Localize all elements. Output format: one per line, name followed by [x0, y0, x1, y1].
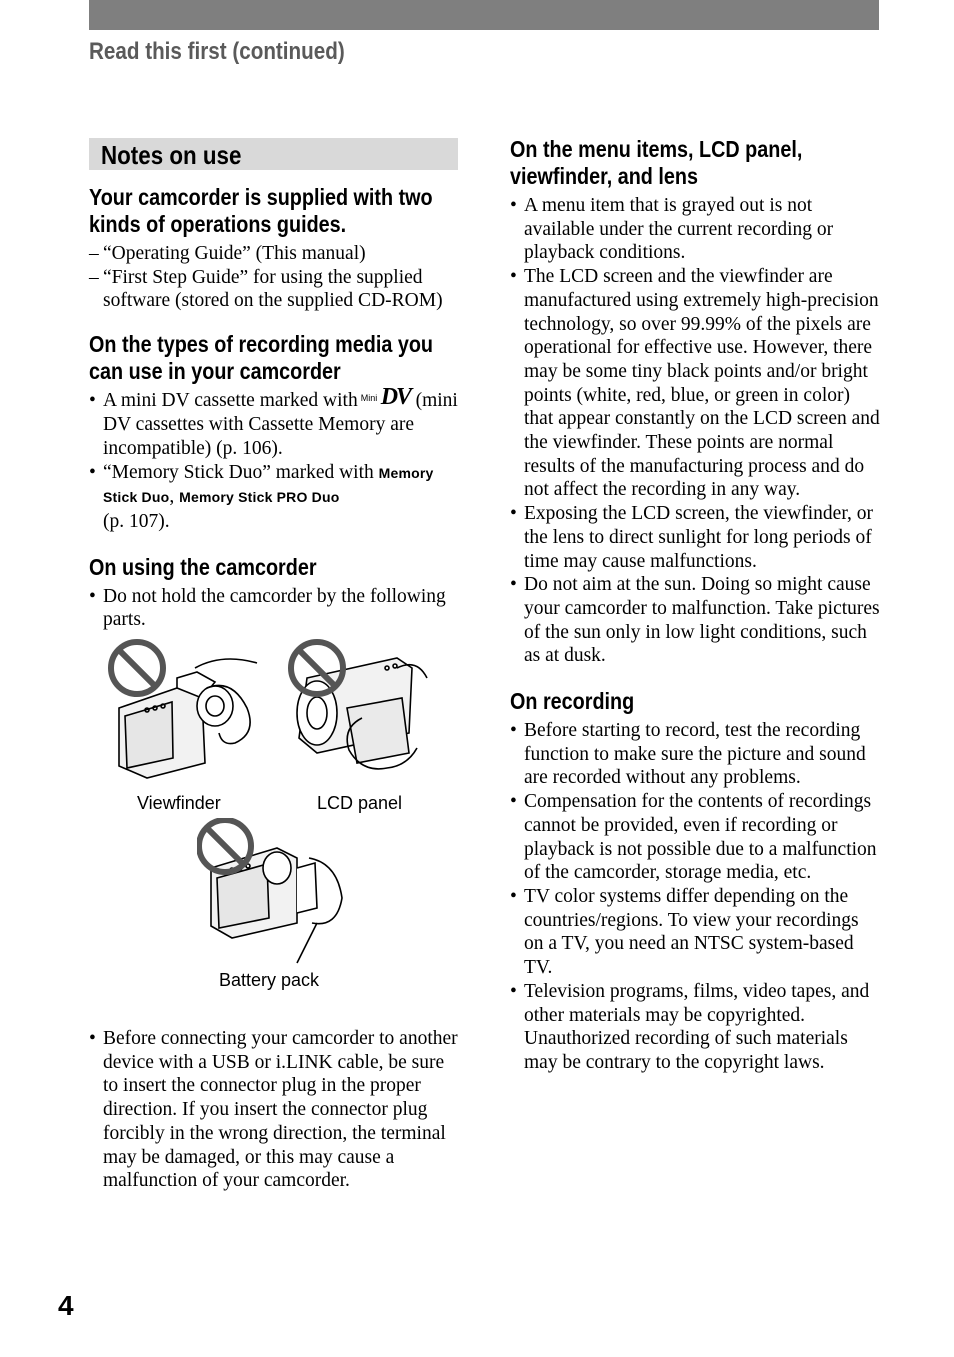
menu-lcd-list — [510, 194, 880, 668]
list-item: • Before connecting your camcorder to another device with a USB or i.LINK cable, be sure to insert the connector plug in the proper direction. If you insert the connector plug forcibly in the wrong direction, the terminal may be damaged, or this may cause a malfunction of your camcorder. — [89, 1028, 458, 1192]
memory-stick-pro-duo-logo: Memory Stick PRO Duo — [179, 489, 340, 506]
list-item: – “First Step Guide” for using the supplied software (stored on the supplied CD-ROM) — [89, 266, 443, 312]
heading-operation-guides: Your camcorder is supplied with two kinds of operations guides. — [89, 184, 433, 237]
battery-pack-grip-illustration — [197, 818, 357, 968]
list-item: • “Memory Stick Duo” marked with Memory Stick Duo, Memory Stick PRO Duo (p. 107). — [89, 461, 434, 532]
running-head: Read this first (continued) — [89, 38, 345, 65]
heading-using-camcorder: On using the camcorder — [89, 553, 317, 580]
viewfinder-grip-illustration — [107, 638, 267, 788]
lcd-panel-grip-illustration — [287, 638, 447, 788]
right-column — [510, 136, 880, 1075]
heading-recording-media: On the types of recording media you can use in your camcorder — [89, 331, 434, 385]
list-item: • Television programs, films, video tapes, and other materials may be copyrighted. Unauthorized recording of such materials may be contrary to the copyright laws. — [510, 980, 870, 1073]
header-bar — [89, 0, 879, 30]
caption-lcd-panel: LCD panel — [317, 793, 403, 814]
list-item: • Exposing the LCD screen, the viewfinder, or the lens to direct sunlight for long periods of time may cause malfunctions. — [510, 503, 874, 572]
list-item: • Do not aim at the sun. Doing so might cause your camcorder to malfunction. Take pictures of the sun only in low light conditions, such as at dusk. — [510, 574, 880, 667]
media-list — [89, 384, 458, 534]
page-number: 4 — [58, 1290, 74, 1321]
connection-list — [89, 1027, 458, 1193]
list-item: • TV color systems differ depending on the countries/regions. To view your recordings on a TV, you need an NTSC system-based TV. — [510, 885, 859, 979]
recording-list — [510, 719, 880, 1075]
list-item: • A mini DV cassette marked with Mini DV (mini DV cassettes with Cassette Memory are incompatible) (p. 106). — [89, 384, 458, 459]
list-item: • Before starting to record, test the recording function to make sure the picture and sound are recorded without any problems. — [510, 720, 866, 789]
illustrations — [89, 638, 458, 1023]
memory-stick-duo-logo: Memory Stick Duo — [103, 464, 434, 506]
guides-list — [89, 242, 458, 313]
section-band — [89, 138, 458, 170]
caption-viewfinder: Viewfinder — [137, 793, 221, 814]
left-column — [89, 138, 458, 1193]
caption-battery-pack: Battery pack — [219, 970, 320, 991]
list-item: • A menu item that is grayed out is not available under the current recording or playback conditions. — [510, 195, 834, 264]
heading-on-recording: On recording — [510, 688, 635, 715]
list-item: • Do not hold the camcorder by the following parts. — [89, 585, 446, 631]
mini-dv-logo-icon: Mini DV — [360, 384, 411, 411]
section-band-title: Notes on use — [101, 140, 242, 170]
list-item: • Compensation for the contents of recordings cannot be provided, even if recording or playback is not possible due to a malfunction of the camcorder, storage media, etc. — [510, 791, 877, 884]
heading-menu-lcd-lens: On the menu items, LCD panel, viewfinder, and lens — [510, 136, 803, 189]
list-item: – “Operating Guide” (This manual) — [89, 243, 366, 264]
list-item: • The LCD screen and the viewfinder are manufactured using extremely high-precision technology, so over 99.99% of the pixels are operational for effective use. However, there may be some tiny black points and/or bright points (white, red, blue, or green in color) that appear constantly on the LCD screen and the viewfinder. These points are normal results of the manufacturing process and do not affect the recording in any way. — [510, 266, 880, 501]
using-list — [89, 585, 458, 632]
